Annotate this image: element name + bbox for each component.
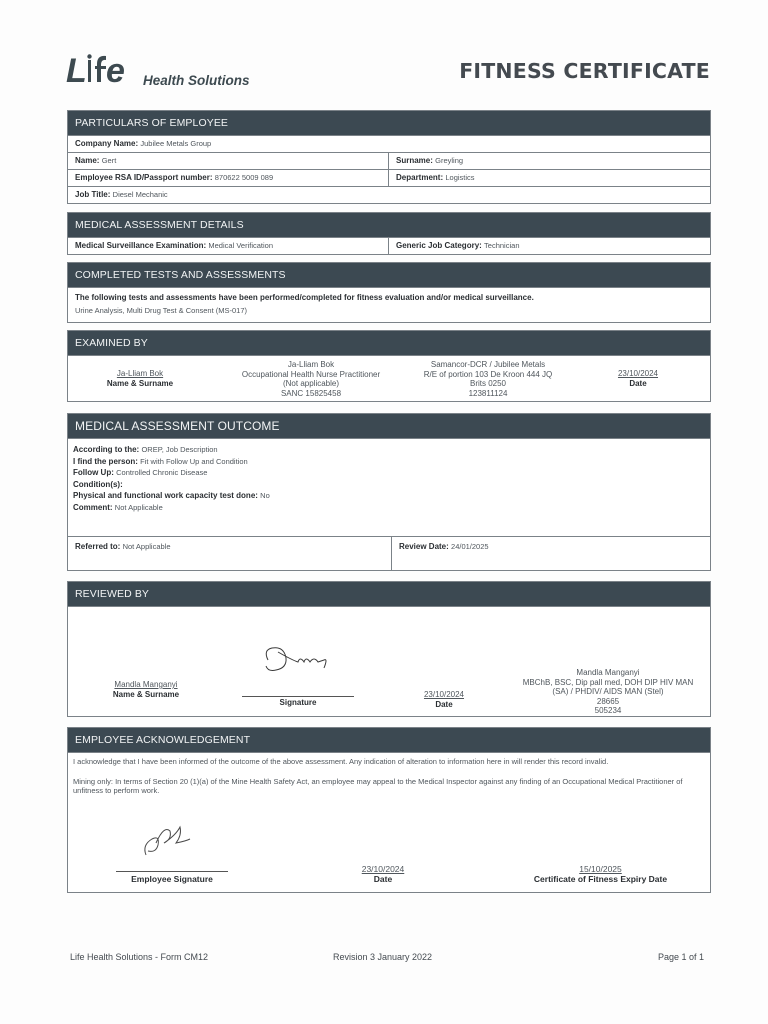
svg-text:e: e [106, 52, 125, 90]
acknowledgement-heading: EMPLOYEE ACKNOWLEDGEMENT [68, 728, 710, 752]
id-value: 870622 5009 089 [214, 173, 274, 182]
particulars-heading: PARTICULARS OF EMPLOYEE [68, 111, 710, 135]
find-value: Fit with Follow Up and Condition [140, 456, 248, 466]
doctor-details-col [508, 668, 708, 716]
id-row [68, 169, 710, 186]
exam-value: Medical Verification [208, 241, 274, 250]
practitioner-name: Ja-Lliam Bok [287, 360, 335, 369]
reviewer-signature-caption: Signature [279, 698, 317, 707]
logo-mark-icon [66, 52, 276, 100]
follow-value: Controlled Chronic Disease [116, 468, 208, 477]
tests-list: Urine Analysis, Multi Drug Test & Consent (MS-017) [75, 306, 248, 315]
review-sign-date-caption: Date [435, 699, 453, 709]
exam-date-col [608, 369, 668, 388]
according-label: According to the: [73, 445, 140, 454]
examiner-name-col [90, 369, 190, 388]
reviewed-by-heading: REVIEWED BY [68, 582, 710, 606]
according-value: OREP, Job Description [141, 445, 218, 454]
ack-date-col [353, 864, 413, 884]
location-line4: 123811124 [468, 388, 508, 398]
name-row [68, 152, 710, 169]
reviewed-by-section [67, 581, 711, 717]
ack-date: 23/10/2024 [361, 864, 405, 874]
exam-date: 23/10/2024 [617, 369, 659, 378]
location-line2: R/E of portion 103 De Kroon 444 JQ [423, 369, 553, 379]
id-label: Employee RSA ID/Passport number: [75, 173, 213, 182]
practitioner-note: (Not applicable) [282, 379, 340, 388]
practitioner-reg: SANC 15825458 [280, 388, 342, 398]
doctor-quals-2: (SA) / PHDIV/ AIDS MAN (Stel) [552, 687, 664, 696]
outcome-heading: MEDICAL ASSESSMENT OUTCOME [68, 414, 710, 438]
outcome-body [68, 438, 710, 536]
footer-revision: Revision 3 January 2022 [333, 952, 433, 962]
find-label: I find the person: [73, 456, 138, 466]
particulars-section [67, 110, 711, 204]
referred-value: Not Applicable [122, 542, 171, 551]
location-col [398, 360, 578, 398]
tests-statement: The following tests and assessments have been performed/completed for fitness evaluation and/or medical surveillance. [75, 293, 534, 302]
reviewer-signature-line [242, 696, 354, 697]
examined-by-body [68, 355, 710, 401]
condition-label: Condition(s): [73, 479, 123, 489]
reviewer-signature-caption-col [242, 698, 354, 708]
tests-body [68, 287, 710, 322]
acknowledgement-section [67, 727, 711, 893]
expiry-date: 15/10/2025 [579, 864, 622, 874]
employee-signature-caption: Employee Signature [131, 874, 213, 884]
practitioner-role: Occupational Health Nurse Practitioner [241, 369, 381, 379]
outcome-section [67, 413, 711, 571]
footer-page: Page 1 of 1 [658, 952, 705, 962]
ack-date-caption: Date [373, 874, 393, 884]
name-label: Name: [75, 156, 100, 165]
review-date-value: 24/01/2025 [451, 542, 489, 551]
employee-signature-line [116, 871, 228, 872]
review-date-col [414, 690, 474, 709]
doctor-quals-1: MBChB, BSC, Dip pall med, DOH DIP HIV MAN [522, 677, 694, 687]
comment-value: Not Applicable [114, 502, 163, 512]
footer-form: Life Health Solutions - Form CM12 [70, 952, 209, 962]
practitioner-col [223, 360, 399, 398]
employee-signature-icon [140, 821, 210, 861]
location-line3: Brits 0250 [469, 379, 507, 388]
referred-label: Referred to: [75, 542, 121, 551]
reviewer-signature-icon [258, 642, 348, 682]
reviewer-name-caption: Name & Surname [112, 689, 180, 699]
exam-date-caption: Date [629, 378, 647, 388]
review-date-label: Review Date: [399, 542, 449, 551]
job-row [68, 186, 710, 203]
medical-details-heading: MEDICAL ASSESSMENT DETAILS [68, 213, 710, 237]
department-label: Department: [396, 173, 444, 182]
medical-details-section [67, 212, 711, 255]
examiner-name: Ja-Lliam Bok [116, 369, 164, 378]
completed-tests-section [67, 262, 711, 323]
doctor-name: Mandla Manganyi [576, 668, 640, 677]
name-value: Gert [101, 156, 117, 165]
location-line1: Samancor-DCR / Jubilee Metals [430, 360, 546, 369]
capacity-value: No [260, 491, 270, 500]
examiner-name-caption: Name & Surname [106, 378, 174, 388]
completed-tests-heading: COMPLETED TESTS AND ASSESSMENTS [68, 263, 710, 287]
surname-label: Surname: [396, 156, 433, 165]
review-sign-date: 23/10/2024 [423, 690, 465, 699]
category-label: Generic Job Category: [396, 241, 482, 250]
svg-text:Health Solutions: Health Solutions [143, 73, 250, 88]
mining-note: Mining only: In terms of Section 20 (1)(a) of the Mine Health Safety Act, an employee may appeal to the Medical Inspector against any finding of an Occupational Medical Practitioner of unfitness to perform work. [73, 777, 683, 795]
category-value: Technician [484, 241, 520, 250]
examined-by-section [67, 330, 711, 402]
life-health-logo [66, 52, 276, 100]
department-value: Logistics [445, 173, 475, 182]
exam-label: Medical Surveillance Examination: [75, 241, 207, 250]
doctor-reg-1: 28665 [596, 696, 620, 706]
acknowledgement-statement: I acknowledge that I have been informed of the outcome of the above assessment. Any indication of alteration to information here in will render this record invalid. [73, 757, 609, 766]
acknowledgement-body [68, 752, 710, 892]
capacity-label: Physical and functional work capacity test done: [73, 491, 258, 500]
expiry-date-col [518, 864, 683, 884]
expiry-date-caption: Certificate of Fitness Expiry Date [533, 874, 668, 884]
company-value: Jubilee Metals Group [140, 139, 212, 148]
reviewer-name: Mandla Manganyi [114, 680, 178, 689]
comment-label: Comment: [73, 502, 113, 512]
document-title: FITNESS CERTIFICATE [459, 59, 710, 83]
job-label: Job Title: [75, 190, 111, 199]
follow-label: Follow Up: [73, 468, 114, 477]
outcome-footer [68, 536, 710, 570]
company-row [68, 135, 710, 152]
doctor-reg-2: 505234 [594, 706, 622, 715]
examined-by-heading: EXAMINED BY [68, 331, 710, 355]
reviewer-name-col [96, 680, 196, 699]
job-value: Diesel Mechanic [112, 190, 168, 199]
surname-value: Greyling [435, 156, 464, 165]
reviewed-by-body [68, 606, 710, 716]
medical-exam-row [68, 237, 710, 254]
company-label: Company Name: [75, 139, 139, 148]
svg-text:L: L [66, 52, 87, 90]
